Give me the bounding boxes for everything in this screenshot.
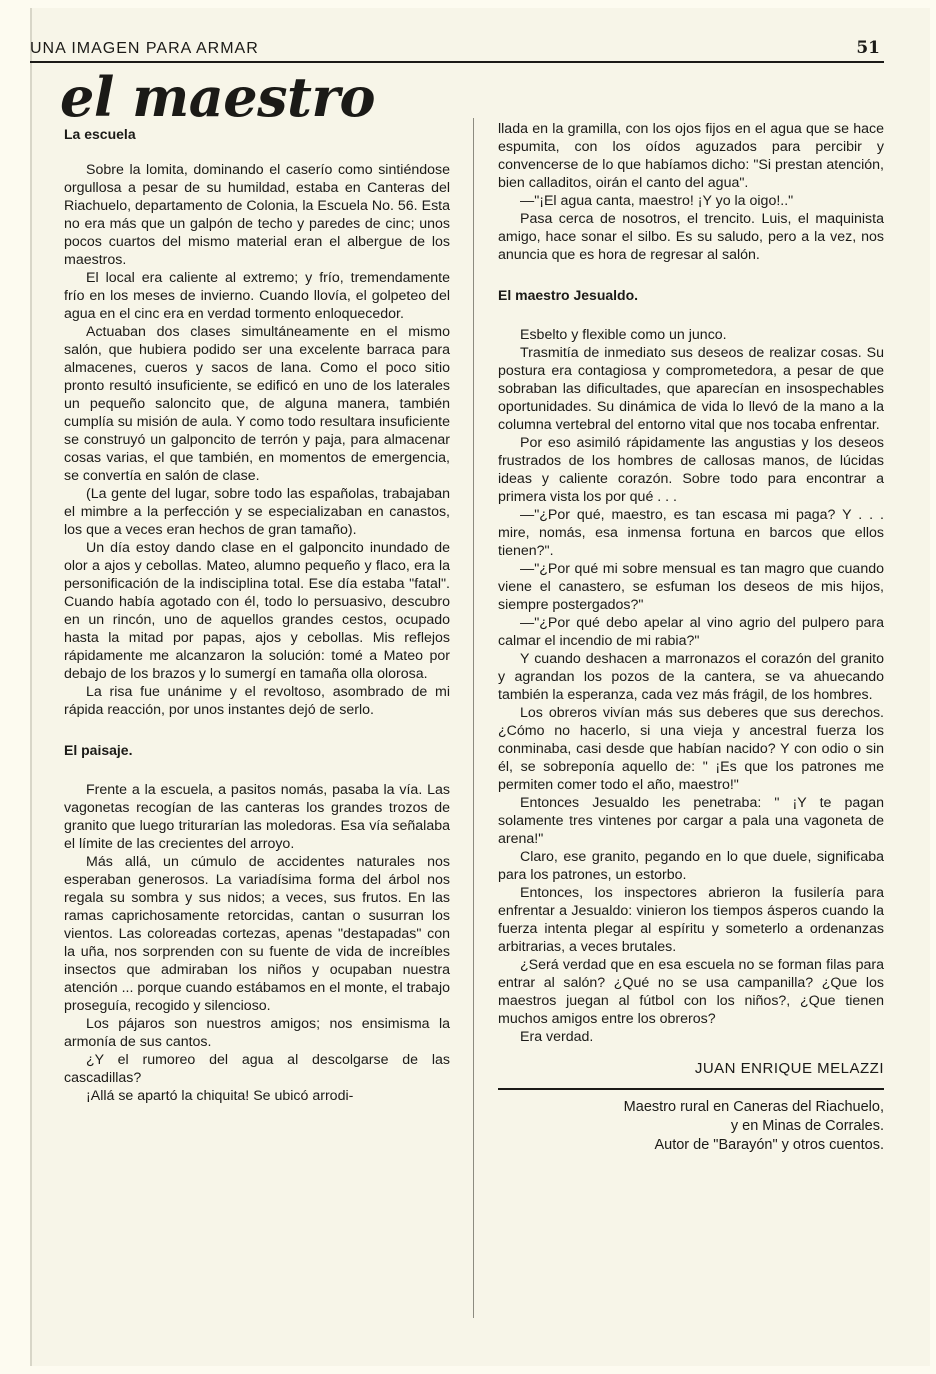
author-bio-line: y en Minas de Corrales. <box>730 1118 884 1134</box>
paragraph: Más allá, un cúmulo de accidentes naturales nos esperaban generosos. La variadísima forma del árbol nos regala su sombra y sus nidos; a veces, sus frutos. En las ramas caprichosamente retorcidas, cantan o susurran los vientos. Las coloreadas cortezas, apenas "destapadas" con la uña, nos sorprenden con su fuente de vida de increíbles insectos que admiraban los niños y ocupaban nuestra atención ... porque cuando estábamos en el monte, el trabajo proseguía, recogido y silencioso. <box>64 854 450 1014</box>
section-heading-escuela: La escuela <box>64 126 136 142</box>
paragraph: Y cuando deshacen a marronazos el corazón del granito y agrandan los pozos de la cantera, se va ahuecando también la esperanza, cada vez más frágil, de los hombres. <box>498 651 884 703</box>
paragraph: Sobre la lomita, dominando el caserío como sintiéndose orgullosa a pesar de su humildad, estaba en Canteras del Riachuelo, departamento de Colonia, la Escuela No. 56. Esta no era más que un galpón de techo y paredes de cinc; unos pocos cuartos del mismo material eran el albergue de los maestros. <box>64 162 450 268</box>
right-column <box>498 120 884 1155</box>
paragraph: ¿Será verdad que en esa escuela no se forman filas para entrar al salón? ¿Qué no se usa campanilla? ¿Que los maestros juegan al fútbol con los niños?, ¿Que tienen muchos amigos entre los obreros? <box>498 957 884 1027</box>
paragraph: ¿Y el rumoreo del agua al descolgarse de las cascadillas? <box>64 1052 450 1086</box>
paragraph: Por eso asimiló rápidamente las angustias y los deseos frustrados de los hombres de callosas manos, de lúcidas ideas y caliente corazón. Sobre todo para encontrar a primera vista los por qué . . . <box>498 435 884 505</box>
paragraph-continuation: llada en la gramilla, con los ojos fijos en el agua que se hace espumita, con los oídos aguzados para percibir y convencerse de lo que habíamos dicho: "Si prestan atención, bien calladitos, oirán el canto del agua". <box>498 121 884 191</box>
author-bio-line: Autor de "Barayón" y otros cuentos. <box>654 1137 884 1153</box>
paragraph: Claro, ese granito, pegando en lo que duele, significaba para los patrones, un estorbo. <box>498 849 884 883</box>
author-bio-line: Maestro rural en Caneras del Riachuelo, <box>623 1099 884 1115</box>
paragraph: (La gente del lugar, sobre todo las españolas, trabajaban el mimbre a la perfección y se especializaban en canastos, los que a veces eran hechos de gran tamaño). <box>64 486 450 538</box>
author-name: JUAN ENRIQUE MELAZZI <box>694 1060 884 1077</box>
author-bio <box>498 1098 884 1155</box>
header-rule <box>30 61 884 63</box>
paragraph: —"¿Por qué debo apelar al vino agrio del pulpero para calmar el incendio de mi rabia?" <box>498 615 884 649</box>
page-number: 51 <box>856 38 880 58</box>
paragraph: Esbelto y flexible como un junco. <box>520 327 727 343</box>
left-column <box>64 125 450 1105</box>
author-rule <box>498 1088 884 1090</box>
paragraph: Entonces Jesualdo les penetraba: " ¡Y te pagan solamente tres vintenes por cargar a pala una vagoneta de arena!" <box>498 795 884 847</box>
paragraph: Los pájaros son nuestros amigos; nos ensimisma la armonía de sus cantos. <box>64 1016 450 1050</box>
paragraph: Un día estoy dando clase en el galponcito inundado de olor a ajos y cebollas. Mateo, alumno pequeño y flaco, era la personificación de la indisciplina total. Ese día estaba "fatal". Cuando había agotado con él, todo lo persuasivo, descubro en un rincón, uno de aquellos grandes cestos, ocupado hasta la mitad por papas, ajos y cebollas. Mis reflejos rápidamente me alcanzaron la solución: tomé a Mateo por debajo de los brazos y lo sumergí en tamaña olla olorosa. <box>64 540 450 682</box>
paragraph: Frente a la escuela, a pasitos nomás, pasaba la vía. Las vagonetas recogían de las canteras los grandes trozos de granito que luego triturarían las moledoras. Esa vía señalaba el límite de las crecientes del arroyo. <box>64 782 450 852</box>
paragraph: Trasmitía de inmediato sus deseos de realizar cosas. Su postura era contagiosa y comprometedora, a pesar de que sobraban las dificultades, que aparecían en insospechables oportunidades. Su dinámica de vida lo llevó de la mano a la columna vertebral del entorno vital que nos tocaba enfrentar. <box>498 345 884 433</box>
paragraph: Entonces, los inspectores abrieron la fusilería para enfrentar a Jesualdo: vinieron los tiempos ásperos cuando la fuerza intenta plegar al espíritu y someterlo a ordenanzas arbitrarias, a veces brutales. <box>498 885 884 955</box>
paragraph: El local era caliente al extremo; y frío, tremendamente frío en los meses de invierno. Cuando llovía, el golpeteo del agua en el cinc era en verdad tormento enloquecedor. <box>64 270 450 322</box>
section-title: UNA IMAGEN PARA ARMAR <box>30 40 259 57</box>
paragraph: —"¿Por qué mi sobre mensual es tan magro que cuando viene el canastero, se esfuman los deseos de mis hijos, siempre postergados?" <box>498 561 884 613</box>
column-divider <box>473 118 474 1318</box>
paragraph: Pasa cerca de nosotros, el trencito. Luis, el maquinista amigo, hace sonar el silbo. Es su saludo, pero a la vez, nos anuncia que es hora de regresar al salón. <box>498 211 884 263</box>
section-heading-paisaje: El paisaje. <box>64 742 133 758</box>
paragraph: Era verdad. <box>520 1029 594 1045</box>
section-heading-jesualdo: El maestro Jesualdo. <box>498 287 639 303</box>
paragraph: Actuaban dos clases simultáneamente en el mismo salón, que hubiera podido ser una excelente barraca para almacenes, cueros y sacos de lana. Como el poco sitio pronto resultó insuficiente, se edificó en uno de los laterales un pequeño saloncito que, de alguna manera, también cumplía su misión de aula. Y como todo resultara insuficiente se construyó un galponcito de terrón y paja, para almacenar cosas varias, el que también, en momentos de emergencia, se convertía en salón de clase. <box>64 324 450 484</box>
paragraph: Los obreros vivían más sus deberes que sus derechos. ¿Cómo no hacerlo, si una vieja y ancestral fuerza los conminaba, casi desde que habían nacido? Y con odio o sin él, se sobreponía aquello de: " ¡Es que los patrones me permiten comer todo el año, maestro!" <box>498 705 884 793</box>
paragraph: —"¿Por qué, maestro, es tan escasa mi paga? Y . . . mire, nomás, esa inmensa fortuna en barcos que ellos tienen?". <box>498 507 884 559</box>
article-title: el maestro <box>60 65 375 129</box>
running-header <box>30 36 880 58</box>
paragraph: La risa fue unánime y el revoltoso, asombrado de mi rápida reacción, por unos instantes dejó de serlo. <box>64 684 450 718</box>
paragraph: —"¡El agua canta, maestro! ¡Y yo la oigo!.." <box>520 193 794 209</box>
paragraph: ¡Allá se apartó la chiquita! Se ubicó arrodi- <box>86 1088 354 1104</box>
